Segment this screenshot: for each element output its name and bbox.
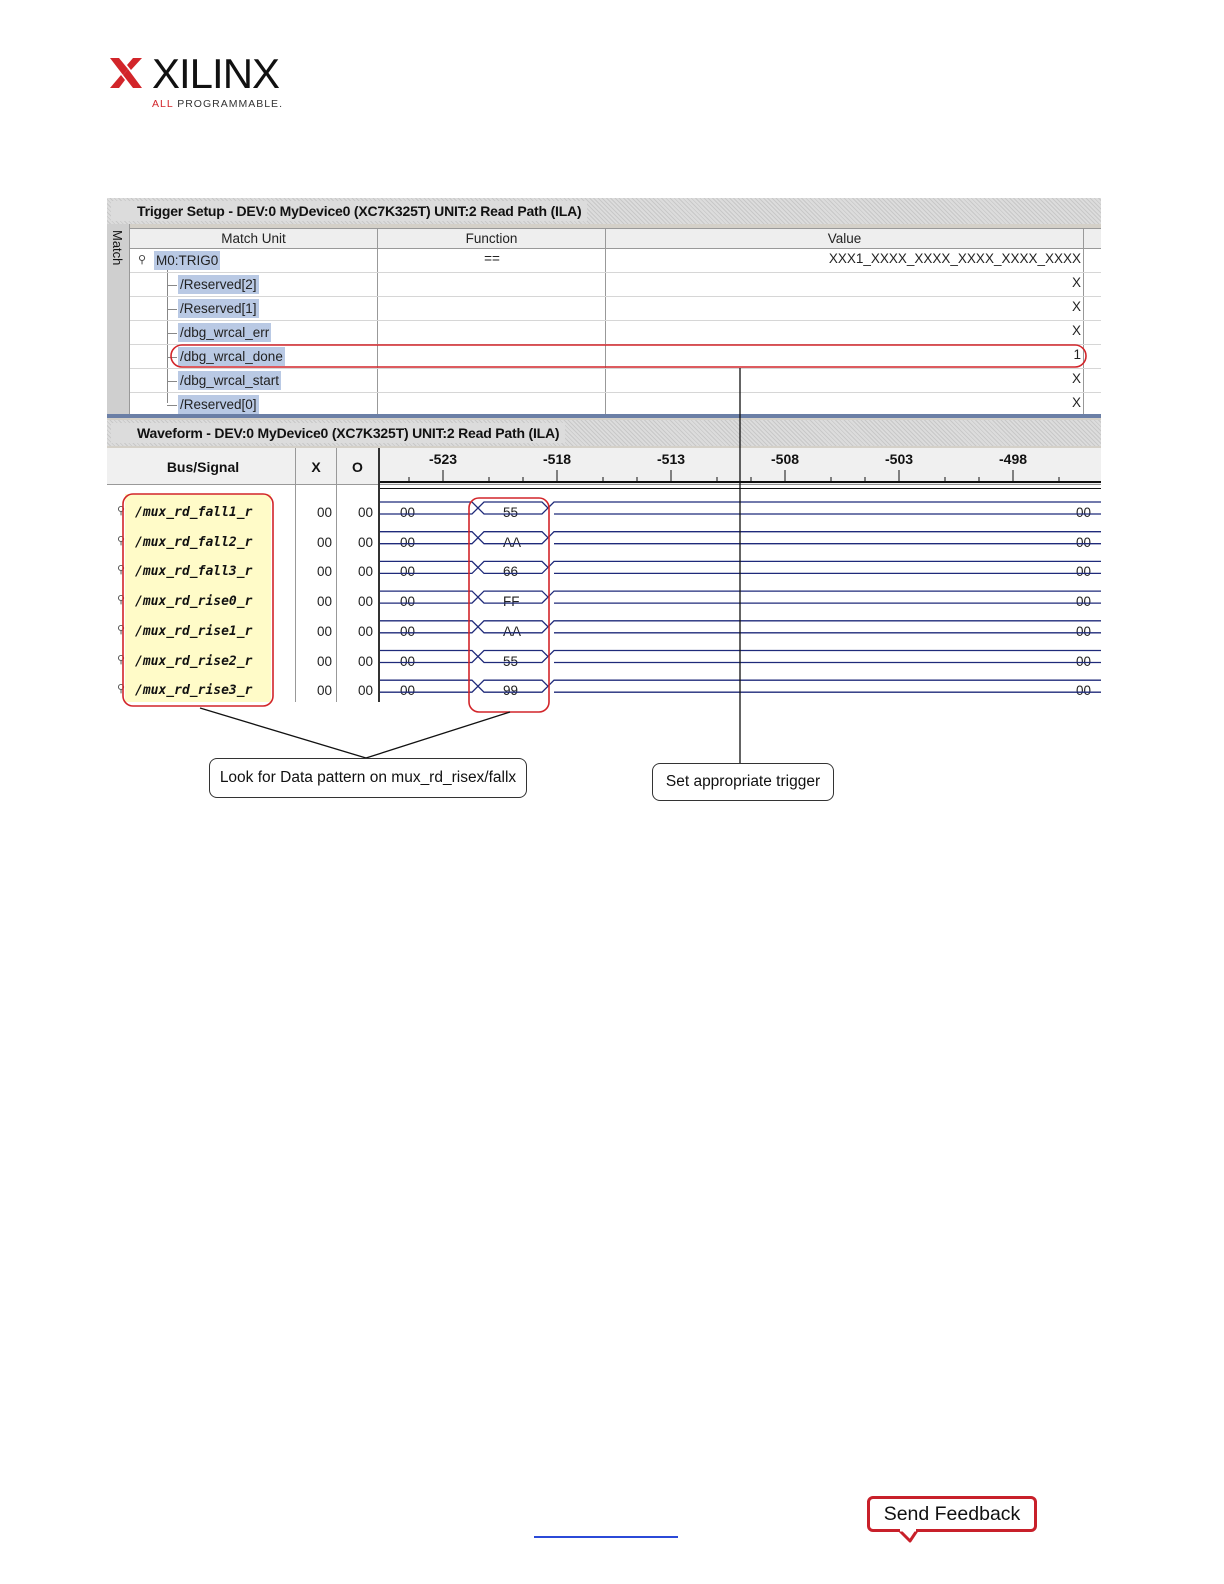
bus-value-after: 00 xyxy=(1076,564,1092,580)
col-header-value[interactable]: Value xyxy=(606,229,1084,249)
tree-expand-icon[interactable]: ⚲ xyxy=(138,254,147,266)
function-value[interactable]: == xyxy=(484,251,500,266)
signal-name: /mux_rd_rise1_r xyxy=(135,623,253,639)
footer-link[interactable] xyxy=(534,1536,678,1538)
o-value: 00 xyxy=(358,594,374,610)
bus-value-pattern: 55 xyxy=(503,505,519,520)
signal-name: /Reserved[1] xyxy=(180,301,257,316)
x-value: 00 xyxy=(317,534,333,550)
x-value: 00 xyxy=(317,564,333,580)
waveform-title: Waveform - DEV:0 MyDevice0 (XC7K325T) UNIT:2 Read Path (ILA) xyxy=(111,423,565,443)
bus-value-after: 00 xyxy=(1076,683,1092,699)
bus-value-after: 00 xyxy=(1076,505,1092,520)
signal-name: /mux_rd_fall1_r xyxy=(135,505,253,520)
expand-icon[interactable]: ⚲ xyxy=(117,534,126,547)
bus-value-before: 00 xyxy=(400,505,416,520)
signal-name: /mux_rd_fall3_r xyxy=(135,564,253,580)
expand-icon[interactable]: ⚲ xyxy=(117,623,126,636)
expand-icon[interactable]: ⚲ xyxy=(117,564,126,577)
col-header-bus-signal[interactable]: Bus/Signal xyxy=(111,448,296,484)
signal-name: /dbg_wrcal_start xyxy=(180,373,280,388)
bus-value-before: 00 xyxy=(400,683,416,699)
signal-value[interactable]: X xyxy=(1071,395,1081,410)
signal-value[interactable]: X xyxy=(1071,371,1081,386)
match-unit-name: M0:TRIG0 xyxy=(156,253,219,268)
bus-value-pattern: 99 xyxy=(503,683,519,699)
tick-label: -508 xyxy=(771,451,800,467)
tick-label: -498 xyxy=(999,451,1028,467)
o-value: 00 xyxy=(358,505,374,520)
o-value: 00 xyxy=(358,564,374,580)
signal-name: /mux_rd_rise3_r xyxy=(135,683,253,699)
bus-value-pattern: FF xyxy=(503,594,520,610)
o-value: 00 xyxy=(358,653,374,669)
bus-value-pattern: 55 xyxy=(503,653,519,669)
logo-wordmark: XILINX xyxy=(152,50,280,97)
x-value: 00 xyxy=(317,505,333,520)
signal-name: /Reserved[2] xyxy=(180,277,257,292)
signal-name: /dbg_wrcal_err xyxy=(180,325,270,340)
bus-value-after: 00 xyxy=(1076,534,1092,550)
tick-label: -503 xyxy=(885,451,914,467)
feedback-tail-icon xyxy=(896,1529,926,1543)
bus-value-pattern: AA xyxy=(503,534,522,550)
expand-icon[interactable]: ⚲ xyxy=(117,683,126,696)
signal-value[interactable]: X xyxy=(1071,275,1081,290)
bus-value-before: 00 xyxy=(400,623,416,639)
o-value: 00 xyxy=(358,534,374,550)
signal-value[interactable]: X xyxy=(1071,323,1081,338)
x-value: 00 xyxy=(317,653,333,669)
signal-name: /Reserved[0] xyxy=(180,397,257,412)
o-value: 00 xyxy=(358,683,374,699)
trigger-setup-title: Trigger Setup - DEV:0 MyDevice0 (XC7K325T) UNIT:2 Read Path (ILA) xyxy=(111,201,587,221)
bus-value-after: 00 xyxy=(1076,594,1092,610)
tick-label: -513 xyxy=(657,451,686,467)
bus-value-before: 00 xyxy=(400,564,416,580)
expand-icon[interactable]: ⚲ xyxy=(117,594,126,607)
x-value: 00 xyxy=(317,594,333,610)
col-header-x[interactable]: X xyxy=(296,448,337,484)
bus-value-pattern: 66 xyxy=(503,564,519,580)
tick-label: -518 xyxy=(543,451,572,467)
col-header-o[interactable]: O xyxy=(337,448,379,484)
logo-tagline: ALL PROGRAMMABLE. xyxy=(152,98,283,110)
signal-name: /dbg_wrcal_done xyxy=(180,349,283,364)
signal-name: /mux_rd_fall2_r xyxy=(135,534,253,550)
data-pattern-callout: Look for Data pattern on mux_rd_risex/fallx xyxy=(209,758,527,798)
bus-value-pattern: AA xyxy=(503,623,522,639)
col-header-function[interactable]: Function xyxy=(378,229,606,249)
signal-name: /mux_rd_rise2_r xyxy=(135,653,253,669)
signal-name: /mux_rd_rise0_r xyxy=(135,594,253,610)
trigger-callout: Set appropriate trigger xyxy=(652,763,834,801)
match-side-tab[interactable]: Match xyxy=(107,224,130,416)
x-value: 00 xyxy=(317,623,333,639)
bus-value-before: 00 xyxy=(400,653,416,669)
expand-icon[interactable]: ⚲ xyxy=(117,653,126,666)
signal-value[interactable]: X xyxy=(1071,299,1081,314)
o-value: 00 xyxy=(358,623,374,639)
col-header-match-unit[interactable]: Match Unit xyxy=(130,229,378,249)
bus-value-after: 00 xyxy=(1076,623,1092,639)
expand-icon[interactable]: ⚲ xyxy=(117,505,126,517)
x-value: 00 xyxy=(317,683,333,699)
bus-value-before: 00 xyxy=(400,534,416,550)
trigger-value[interactable]: XXX1_XXXX_XXXX_XXXX_XXXX_XXXX xyxy=(828,251,1081,266)
tick-label: -523 xyxy=(429,451,458,467)
signal-value[interactable]: 1 xyxy=(1073,347,1081,362)
send-feedback-button[interactable]: Send Feedback xyxy=(867,1496,1037,1532)
bus-value-before: 00 xyxy=(400,594,416,610)
bus-value-after: 00 xyxy=(1076,653,1092,669)
